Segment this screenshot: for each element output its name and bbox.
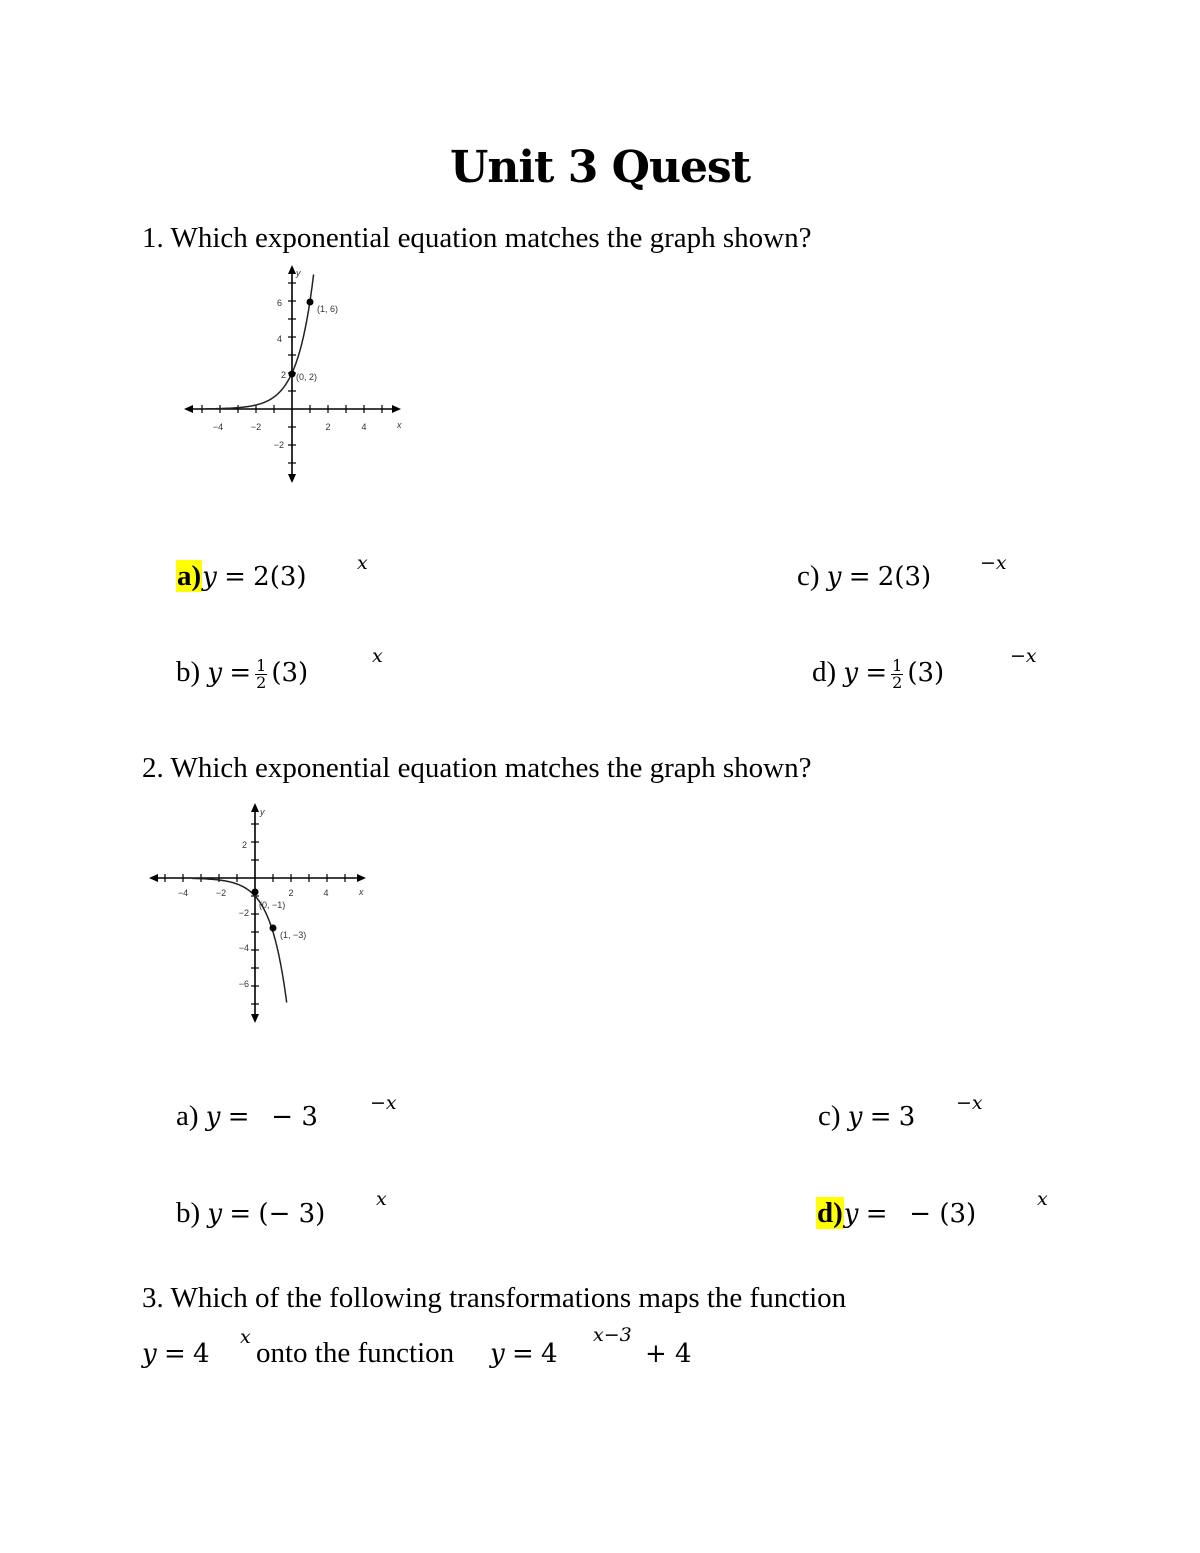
y-tick-label-2: 2	[241, 840, 247, 850]
q1-option-a[interactable]	[176, 560, 307, 593]
q1-d-rhs: (3)	[907, 658, 945, 688]
y-axis-arrow-down	[251, 1014, 259, 1023]
q2-b-rhs: (− 3)	[258, 1199, 326, 1229]
point-label-0-neg1: (0, −1)	[259, 900, 286, 910]
q1-b-frac-den: 2	[256, 672, 267, 692]
q1-option-c[interactable]	[797, 560, 931, 593]
question-3-prompt: 3. Which of the following transformations maps the function	[142, 1282, 847, 1314]
q1-d-frac-num: 1	[892, 655, 903, 675]
q2-d-eq: =	[865, 1199, 888, 1229]
y-axis-label: y	[260, 807, 265, 817]
q1-option-a-label: a)	[177, 560, 202, 592]
y-tick-label-4: 4	[276, 334, 282, 344]
q1-a-eq: =	[224, 562, 246, 592]
y-axis-label: y	[296, 268, 301, 278]
question-2-prompt: 2. Which exponential equation matches the graph shown?	[142, 752, 812, 784]
q1-c-rhs: 2(3)	[877, 562, 932, 592]
y-tick-label-neg4: −4	[238, 943, 249, 953]
q3-f2-eq: =	[511, 1339, 534, 1369]
q3-function-2	[490, 1337, 558, 1370]
q3-f2-exponent: x−3	[593, 1324, 632, 1346]
q2-b-lhs: y	[207, 1199, 223, 1229]
q2-option-c-label: c)	[818, 1100, 841, 1132]
x-tick-label-neg2: −2	[215, 888, 227, 898]
q3-f2-plus-text: + 4	[645, 1339, 692, 1369]
q2-option-c[interactable]	[818, 1100, 915, 1133]
q2-c-eq: =	[869, 1102, 892, 1132]
q3-f2-base: 4	[541, 1339, 558, 1369]
y-tick-label-neg6: −6	[238, 979, 249, 989]
x-tick-label-2: 2	[325, 422, 331, 432]
q1-d-exponent: −x	[1010, 645, 1037, 667]
point-0-2	[289, 371, 296, 378]
x-axis-arrow-right	[357, 874, 366, 882]
q1-option-d-label: d)	[812, 656, 837, 688]
point-1-6	[307, 299, 314, 306]
q1-a-rhs: 2(3)	[253, 562, 307, 592]
point-1-neg3	[270, 925, 277, 932]
q2-a-lhs: y	[205, 1102, 221, 1132]
y-tick-label-6: 6	[276, 298, 282, 308]
point-label-1-6: (1, 6)	[317, 304, 339, 314]
q1-c-eq: =	[848, 562, 871, 592]
q1-d-fraction	[891, 655, 903, 692]
q2-a-exponent: −x	[370, 1092, 397, 1114]
q3-f1-exponent: x	[240, 1326, 251, 1348]
q2-a-rhs: − 3	[271, 1102, 318, 1132]
q1-d-frac-den: 2	[892, 672, 903, 692]
y-tick-label-2: 2	[280, 370, 286, 380]
q3-f1-eq: =	[163, 1339, 186, 1369]
q2-option-b-label: b)	[176, 1197, 201, 1229]
q2-option-d[interactable]	[816, 1197, 976, 1230]
x-axis-arrow-left	[184, 405, 193, 413]
exponential-curve	[206, 275, 314, 409]
x-axis-label: x	[359, 887, 364, 897]
question-1-graph	[180, 262, 410, 487]
q1-d-lhs: y	[843, 658, 859, 688]
q1-option-c-label: c)	[797, 560, 820, 592]
y-axis-arrow-down	[288, 474, 296, 483]
q1-a-exponent: x	[357, 552, 368, 574]
q2-b-eq: =	[229, 1199, 252, 1229]
y-axis-arrow-up	[251, 803, 259, 812]
q1-c-lhs: y	[826, 562, 842, 592]
q2-d-rhs: − (3)	[909, 1199, 977, 1229]
q3-f1-base: 4	[193, 1339, 210, 1369]
point-0-neg1	[252, 889, 259, 896]
q3-f1-lhs: y	[142, 1339, 157, 1369]
point-label-1-neg3: (1, −3)	[280, 930, 307, 940]
q2-option-d-label: d)	[817, 1197, 843, 1229]
x-tick-label-neg2: −2	[250, 422, 262, 432]
q1-option-b[interactable]	[176, 656, 308, 691]
q1-option-d[interactable]	[812, 656, 944, 691]
x-tick-label-neg4: −4	[177, 888, 189, 898]
q2-a-eq: =	[227, 1102, 250, 1132]
q3-f2-plus	[645, 1337, 692, 1370]
q2-option-b[interactable]	[176, 1197, 325, 1230]
q3-middle-text: onto the function	[256, 1337, 455, 1369]
q1-c-exponent: −x	[980, 552, 1007, 574]
y-tick-label-neg2: −2	[273, 440, 284, 450]
q3-function-line	[142, 1337, 210, 1370]
x-axis-arrow-right	[392, 405, 401, 413]
x-tick-label-4: 4	[323, 888, 329, 898]
q1-d-eq: =	[865, 658, 888, 688]
q1-b-rhs: (3)	[271, 658, 309, 688]
q2-c-rhs: 3	[898, 1102, 916, 1132]
point-label-0-2: (0, 2)	[296, 372, 318, 382]
x-tick-label-neg4: −4	[212, 422, 224, 432]
q2-c-lhs: y	[847, 1102, 863, 1132]
q1-b-exponent: x	[372, 645, 383, 667]
y-tick-label-neg2: −2	[238, 908, 249, 918]
q2-b-exponent: x	[376, 1188, 387, 1210]
x-tick-label-2: 2	[288, 888, 294, 898]
q2-option-a[interactable]	[176, 1100, 318, 1133]
y-axis-arrow-up	[288, 265, 296, 274]
q1-option-b-label: b)	[176, 656, 201, 688]
x-tick-label-4: 4	[361, 422, 367, 432]
q3-f2-lhs: y	[490, 1339, 505, 1369]
x-axis-arrow-left	[149, 874, 158, 882]
q2-d-exponent: x	[1037, 1188, 1048, 1210]
x-axis-label: x	[397, 420, 402, 430]
q2-c-exponent: −x	[956, 1092, 983, 1114]
q1-b-frac-num: 1	[256, 655, 267, 675]
q2-d-lhs: y	[843, 1199, 859, 1229]
q1-b-eq: =	[229, 658, 252, 688]
page-title: Unit 3 Quest	[449, 142, 751, 193]
q1-a-lhs: y	[202, 562, 217, 592]
q1-b-lhs: y	[207, 658, 223, 688]
question-2-graph	[145, 800, 375, 1025]
q1-b-fraction	[255, 655, 267, 692]
question-1-prompt: 1. Which exponential equation matches the graph shown?	[142, 222, 812, 254]
q2-option-a-label: a)	[176, 1100, 199, 1132]
